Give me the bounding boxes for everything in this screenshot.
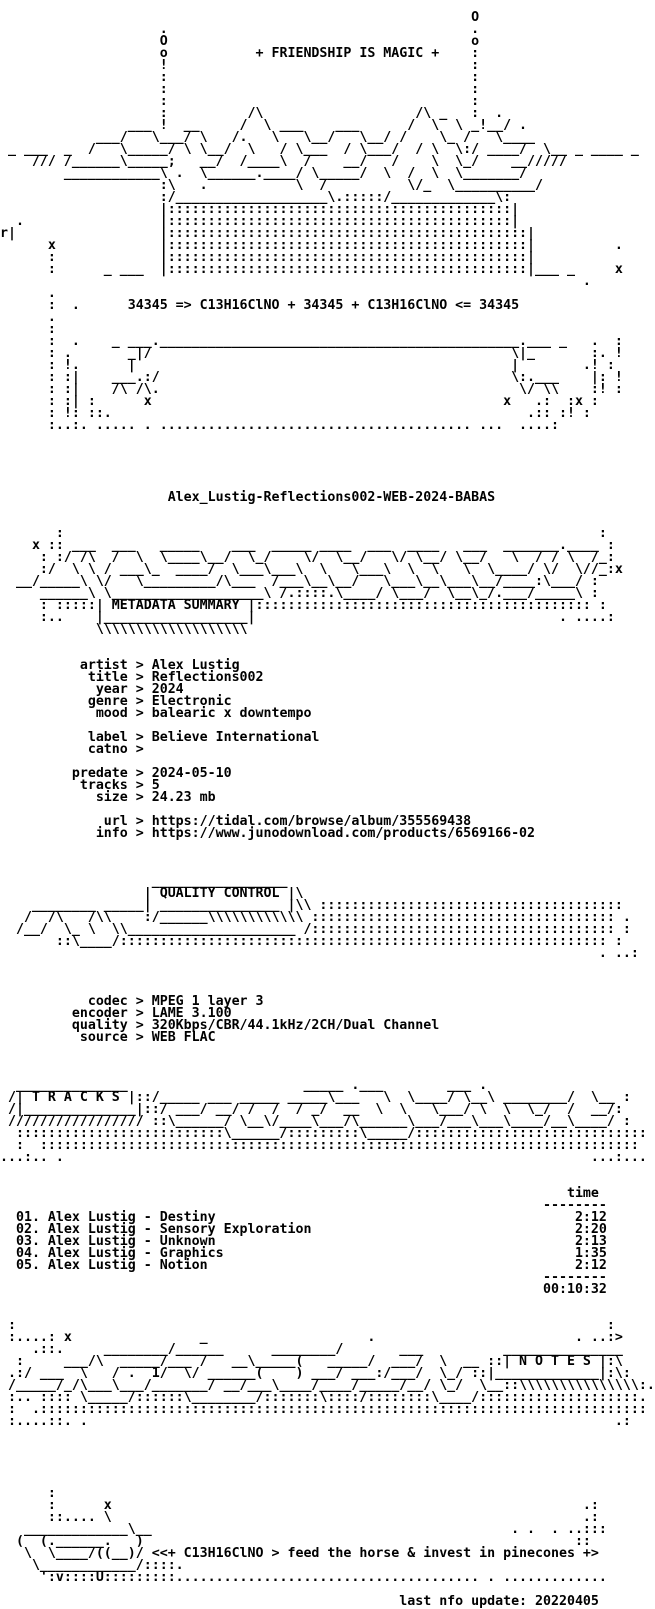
nfo-line: : : xyxy=(0,94,480,109)
nfo-line: 03. Alex Lustig - Unknown 2:13 xyxy=(0,1234,607,1249)
nfo-line: /_____/_/\___\___/_______/ __/___\____/____/_____/__/ \_/ \__::\\\\\\\\\\\\\\\:. xyxy=(0,1378,655,1393)
nfo-line: info > https://www.junodownload.com/products/6569166-02 xyxy=(0,826,536,841)
nfo-line: codec > MPEG 1 layer 3 xyxy=(0,994,264,1009)
nfo-line: : : xyxy=(0,70,480,85)
nfo-line: : . _|/ \|_ :. ! xyxy=(0,346,623,361)
nfo-line: -------- xyxy=(0,1270,607,1285)
nfo-line: : xyxy=(0,1486,56,1501)
nfo-line: ______\ \___________________\ /.::::.\____/ \___/ \__\_/.___/_____\ : xyxy=(0,586,599,601)
nfo-line: \\\\\\\\\\\\\\\\\\\ xyxy=(0,622,248,637)
nfo-line: encoder > LAME 3.100 xyxy=(0,1006,232,1021)
nfo-line: ///////////////// ::\______/ \__\/____\___/\______\___/___\___\____/__\____/ : xyxy=(0,1114,631,1129)
nfo-line: . xyxy=(0,310,56,325)
nfo-line: url > https://tidal.com/browse/album/355569438 xyxy=(0,814,472,829)
nfo-line: :\ . \ / \/_ \__________/ xyxy=(0,178,544,193)
nfo-line: ::::::::::::::::::::::::::\______/:::::::::\_____/::::::::::::::::::::::::::::: xyxy=(0,1126,647,1141)
nfo-line: : :::::| METADATA SUMMARY |:::::::::::::::::::::::::::::::::::::::::: : xyxy=(0,598,607,613)
nfo-line: x |:::::::::::::::::::::::::::::::::::::::::::::| . xyxy=(0,238,623,253)
nfo-line: x :: ___ ___ _____ ___ _____ ____ ___ ____ ___ _______.____ : xyxy=(0,538,615,553)
nfo-line: time xyxy=(0,1186,599,1201)
nfo-line: _ ___ _ / \_____/ \ \__/ \ / \___ / \___/ / \ \:/ ____/ \__ _ ____ _ xyxy=(0,142,639,157)
nfo-line: Alex_Lustig-Reflections002-WEB-2024-BABAS xyxy=(0,490,496,505)
nfo-line: 01. Alex Lustig - Destiny 2:12 xyxy=(0,1210,607,1225)
nfo-line: o + FRIENDSHIP IS MAGIC + : xyxy=(0,46,480,61)
nfo-line: .:/ ___ \ / . 1/ \/ ______( ) ___/ ___:/___/ \_/ ::|_____________|:\: xyxy=(0,1366,631,1381)
nfo-line: : ___/\ _____/___ / __\_____( _____/ ___/ \ __ ::| N O T E S |:\ xyxy=(0,1354,623,1369)
nfo-line: : !. | | .! : xyxy=(0,358,615,373)
nfo-line: /|______________|::/ ___/ __/ / / / _/ __ \ \ \___/ \ \ \_/ / __/: xyxy=(0,1102,623,1117)
nfo-line: catno > xyxy=(0,742,144,757)
nfo-line: 04. Alex Lustig - Graphics 1:35 xyxy=(0,1246,607,1261)
nfo-line: ____________\ . \______.____/ \_____/ \ / \ \_______/ xyxy=(0,166,528,181)
nfo-line: ...:.. . ...:... xyxy=(0,1150,647,1165)
nfo-line: : . _ ___._____________________________________________.___ _ . : xyxy=(0,334,623,349)
nfo-line: /// /______\_____; __/ /____\ / __/ / \ \_/ __///// xyxy=(0,154,567,169)
nfo-line: : : xyxy=(0,526,607,541)
nfo-line: _________________ xyxy=(0,874,288,889)
nfo-line: ________ _____| _______________ |\\ :::::::::::::::::::::::::::::::::::::: xyxy=(0,898,623,913)
nfo-line: / /\ /\\ :/______\\\\\\\\\\\\ :::::::::::::::::::::::::::::::::::::: . xyxy=(0,910,631,925)
nfo-line: ::\____/::::::::::::::::::::::::::::::::::::::::::::::::::::::::::::: : xyxy=(0,934,623,949)
nfo-line: mood > balearic x downtempo xyxy=(0,706,312,721)
nfo-line: /| T R A C K S |::/_____ ___ _____ _____\___ \ \____/ \__\ ________/ \__ : xyxy=(0,1090,631,1105)
nfo-line: : ::::::::::::::::::::::::::::::::::::::::::::::::::::::::::::::::::::::::::: xyxy=(0,1138,639,1153)
nfo-line: ! : xyxy=(0,58,480,73)
nfo-line: 02. Alex Lustig - Sensory Exploration 2:20 xyxy=(0,1222,607,1237)
nfo-line: . |:::::::::::::::::::::::::::::::::::::::::::| xyxy=(0,214,520,229)
nfo-line: :/ \ \ / ___\_ ____/ \___\___\ \ \___\ \ \ \ \____/ \/ \//_:x xyxy=(0,562,623,577)
nfo-line: : :/ /\ / \ \____\__/ \_/ \/ \__/ \/ \__/ \__/ \ / / \ /_: xyxy=(0,550,615,565)
nfo-line: source > WEB FLAC xyxy=(0,1030,216,1045)
nfo-line: tracks > 5 xyxy=(0,778,160,793)
nfo-line: :..:. ..... . ....................................... ... ....: xyxy=(0,418,559,433)
nfo-line: : .:::::::::::::::::::::::::::::::::::::::::::::::::::::::::::::::::::::::::::: xyxy=(0,1402,647,1417)
nfo-line: : : xyxy=(0,1318,615,1333)
nfo-line: : _ ___ |:::::::::::::::::::::::::::::::::::::::::::::|___ _ x xyxy=(0,262,623,277)
nfo-line: ::.... \ .: xyxy=(0,1510,599,1525)
nfo-line: _____________\__ . . . ..::: xyxy=(0,1522,607,1537)
nfo-line: : : xyxy=(0,82,480,97)
nfo-line: 05. Alex Lustig - Notion 2:12 xyxy=(0,1258,607,1273)
nfo-line: |:::::::::::::::::::::::::::::::::::::::::::| xyxy=(0,202,520,217)
nfo-line: | QUALITY CONTROL |\ xyxy=(0,886,304,901)
nfo-line: : :| ___.:/ \:.___ |: ! xyxy=(0,370,623,385)
nfo-line: last nfo update: 20220405 xyxy=(0,1594,599,1609)
nfo-line: O o xyxy=(0,34,480,49)
nfo-line: 00:10:32 xyxy=(0,1282,607,1297)
nfo-line: \____________/::::. xyxy=(0,1558,184,1573)
nfo-line: ___/ \___/ \ /. \ \__/ \__/ / \_ / \____ xyxy=(0,130,536,145)
nfo-line: . ..: xyxy=(0,946,639,961)
nfo-line: :....::. . .: xyxy=(0,1414,631,1429)
nfo-line: : xyxy=(0,322,56,337)
nfo-line: genre > Electronic xyxy=(0,694,232,709)
nfo-line: predate > 2024-05-10 xyxy=(0,766,232,781)
nfo-line: -------- xyxy=(0,1198,607,1213)
nfo-line: /__/ \_ \ \\_____________________ /:::::::::::::::::::::::::::::::::::::: : xyxy=(0,922,631,937)
nfo-line: \ \____/((__)/ <<+ C13H16ClNO > feed the horse & invest in pinecones +> xyxy=(0,1546,599,1561)
nfo-line: : :| : x x .: :x : xyxy=(0,394,599,409)
nfo-line: O xyxy=(0,10,480,25)
nfo-line: :....: x _ . . ..:> xyxy=(0,1330,623,1345)
nfo-line: . . xyxy=(0,22,480,37)
nfo-line: artist > Alex Lustig xyxy=(0,658,240,673)
nfo-line: :/___________________\.:::::/_____________\: xyxy=(0,190,512,205)
nfo-line: ( (.______. ) :: xyxy=(0,1534,591,1549)
nfo-line: . xyxy=(0,286,56,301)
nfo-line: quality > 320Kbps/CBR/44.1kHz/2CH/Dual Channel xyxy=(0,1018,440,1033)
nfo-line: year > 2024 xyxy=(0,682,184,697)
nfo-line: title > Reflections002 xyxy=(0,670,264,685)
nfo-line: .::. ________/______ ________/ ___ _______________ xyxy=(0,1342,623,1357)
nfo-line: ______________ _____ .___ ___ . xyxy=(0,1078,488,1093)
nfo-line: r| |:::::::::::::::::::::::::::::::::::::::::::::| xyxy=(0,226,536,241)
nfo-line: size > 24.23 mb xyxy=(0,790,216,805)
nfo-line: ':v::::U:::::::::...................................... . ............. xyxy=(0,1570,607,1585)
nfo-line: :.. |__________________| . ....: xyxy=(0,610,615,625)
nfo-line: : !: ::. .:: :! : xyxy=(0,406,591,421)
nfo-line: :.. :::: \_____/::::::\________/:::::::\::::/::::::::\____/::::::::::::::::::::. xyxy=(0,1390,647,1405)
nfo-line: : x .: xyxy=(0,1498,599,1513)
nfo-line: : :| /\ /\. \/ \\ :! : xyxy=(0,382,623,397)
nfo-line: . xyxy=(0,274,591,289)
nfo-line: : /\ /\ _ : . xyxy=(0,106,504,121)
nfo-line: ___ ! __ / \ ___ ___ / \ \ _!__/ . xyxy=(0,118,528,133)
nfo-line: label > Believe International xyxy=(0,730,320,745)
nfo-line: : . 34345 => C13H16ClNO + 34345 + C13H16ClNO <= 34345 xyxy=(0,298,520,313)
nfo-line: : |:::::::::::::::::::::::::::::::::::::::::::::| xyxy=(0,250,536,265)
nfo-line: __/_____\ \/ \_________/\___ /___\__\__/ \___\__\___\__/____:\___/ : xyxy=(0,574,599,589)
